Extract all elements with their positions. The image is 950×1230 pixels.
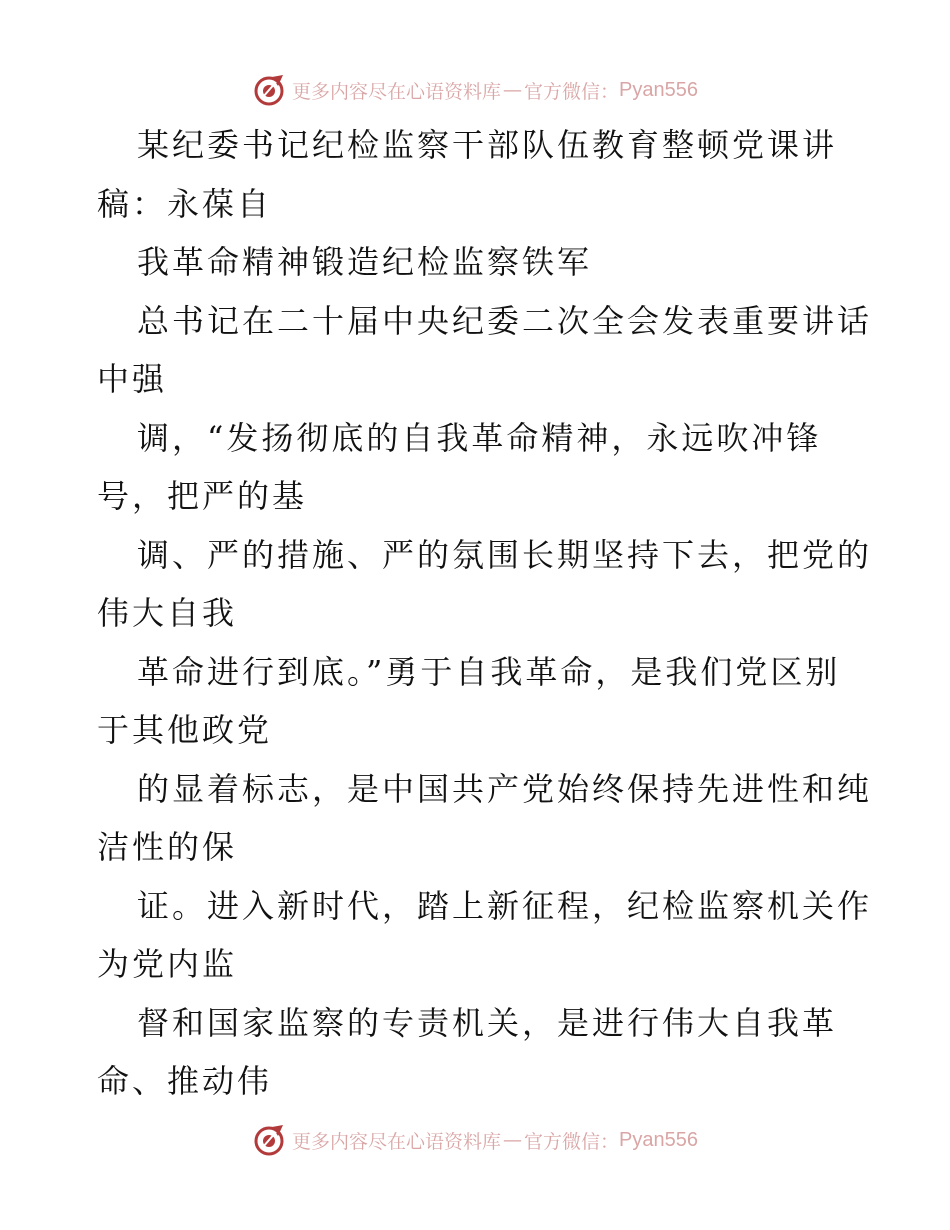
watermark-wechat-id: Pyan556 bbox=[619, 1128, 698, 1151]
text-line: 号，把严的基 bbox=[97, 477, 308, 515]
text-line: 稿：永葆自 bbox=[97, 184, 273, 223]
text-line: 督和国家监察的专责机关，是进行伟大自我革 bbox=[137, 1003, 838, 1042]
text-line: 的显着标志，是中国共产党始终保持先进性和纯 bbox=[137, 769, 873, 808]
watermark-separator: — bbox=[503, 79, 523, 101]
watermark-banner-top bbox=[0, 68, 950, 112]
text-line: 中强 bbox=[97, 360, 168, 398]
watermark-text: 更多内容尽在心语资料库 bbox=[292, 80, 502, 103]
watermark-wechat-id: Pyan556 bbox=[619, 78, 698, 101]
watermark-text: 更多内容尽在心语资料库 bbox=[292, 1130, 502, 1153]
text-line: 洁性的保 bbox=[97, 828, 238, 866]
pen-logo-icon bbox=[252, 1123, 286, 1157]
text-line: 证。进入新时代，踏上新征程，纪检监察机关作 bbox=[137, 886, 873, 925]
watermark-banner-bottom bbox=[0, 1118, 950, 1162]
text-line: 命、推动伟 bbox=[97, 1062, 273, 1100]
text-line: 调、严的措施、严的氛围长期坚持下去，把党的 bbox=[137, 535, 873, 574]
pen-logo-icon bbox=[252, 73, 286, 107]
watermark-separator: — bbox=[503, 1129, 523, 1151]
text-line: 总书记在二十届中央纪委二次全会发表重要讲话 bbox=[137, 301, 873, 340]
text-line: 伟大自我 bbox=[97, 594, 238, 632]
document-body bbox=[97, 116, 873, 1111]
watermark-wechat-label: 官方微信： bbox=[524, 1130, 620, 1153]
text-line: 革命进行到底。”勇于自我革命，是我们党区别 bbox=[137, 652, 841, 691]
text-line: 我革命精神锻造纪检监察铁军 bbox=[137, 243, 593, 281]
text-line: 于其他政党 bbox=[97, 711, 273, 749]
text-line: 调，“发扬彻底的自我革命精神，永远吹冲锋 bbox=[137, 418, 822, 457]
watermark-wechat-label: 官方微信： bbox=[524, 80, 620, 103]
text-line: 为党内监 bbox=[97, 945, 238, 983]
text-line: 某纪委书记纪检监察干部队伍教育整顿党课讲 bbox=[137, 126, 838, 164]
